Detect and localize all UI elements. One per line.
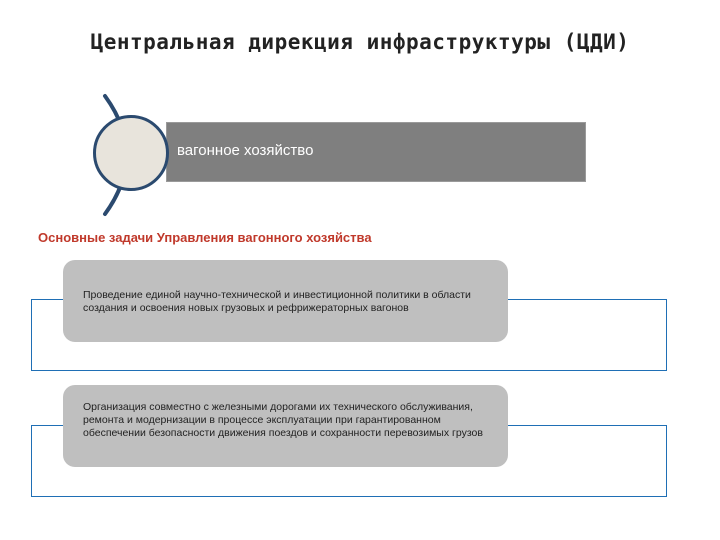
page-title: Центральная дирекция инфраструктуры (ЦДИ) <box>90 30 630 54</box>
task-text-1: Проведение единой научно-технической и инвестиционной политики в области создания и освоения новых грузовых и рефрижераторных вагонов <box>83 289 471 314</box>
task-card-1 <box>63 260 508 342</box>
header-bar <box>166 122 586 182</box>
task-text-2: Организация совместно с железными дорогами их технического обслуживания, ремонта и модернизации в процессе эксплуатации при гарантированном обеспечении безопасности движения поездов и сохранности перевозимых грузов <box>83 401 483 439</box>
section-subtitle: Основные задачи Управления вагонного хозяйства <box>38 230 372 245</box>
task-card-2 <box>63 385 508 467</box>
header-bar-label: вагонное хозяйство <box>177 142 314 159</box>
circle-marker-icon <box>93 115 169 191</box>
